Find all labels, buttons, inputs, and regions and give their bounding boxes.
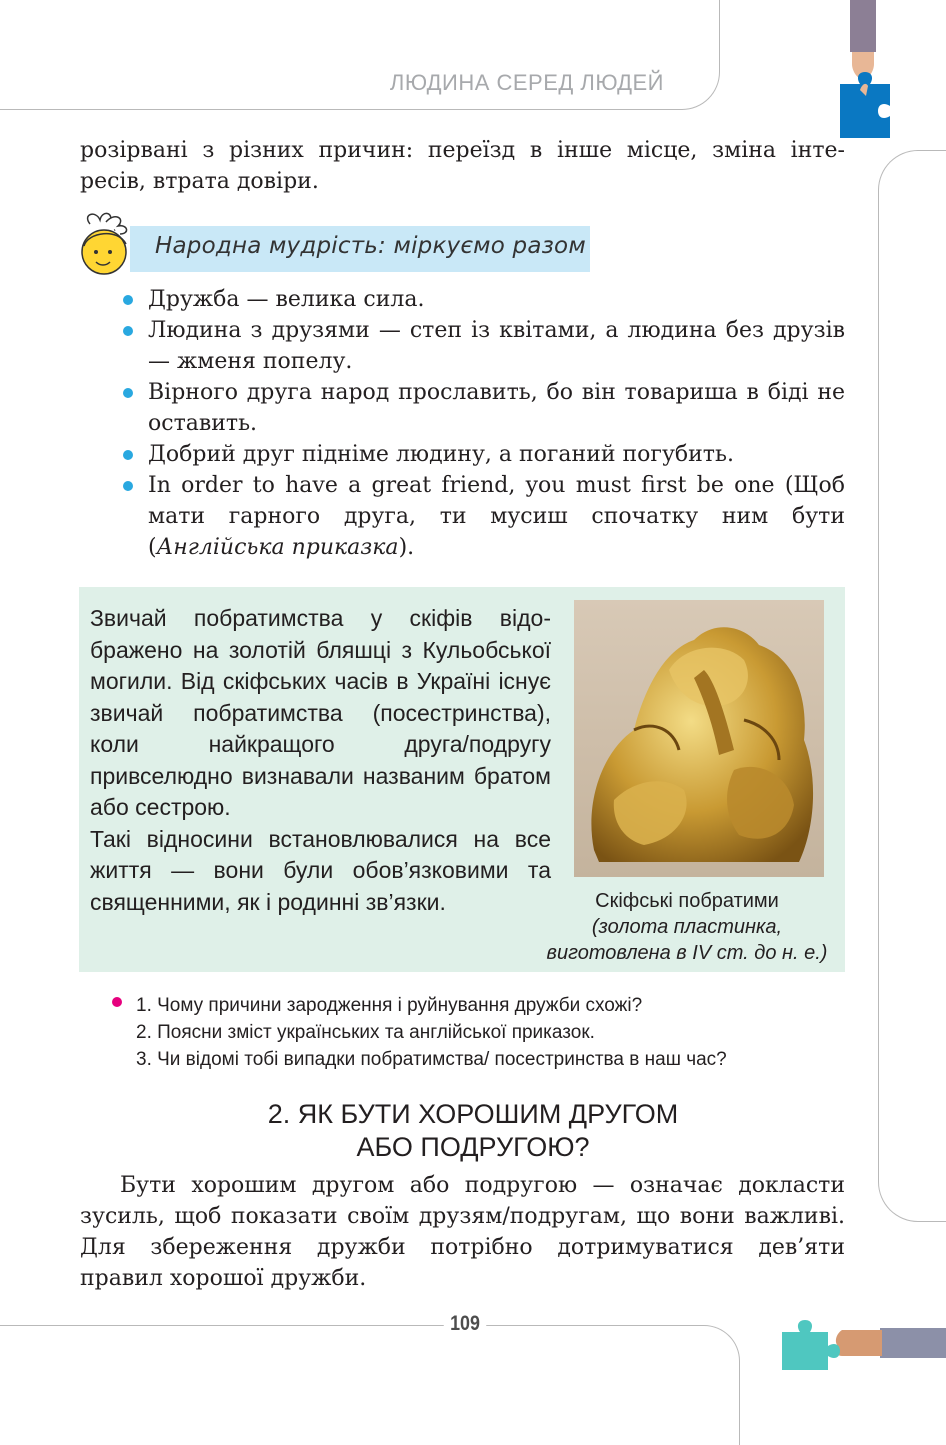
- intro-line-2: ресів, втрата довіри.: [80, 169, 319, 194]
- caption-detail: (золота пластинка, виготовлена в IV ст. до н. е.): [546, 916, 828, 964]
- puzzle-hand-bottom-icon: [780, 1316, 946, 1372]
- questions-list: [136, 992, 856, 1073]
- proverb-item: Людина з друзями — степ із квітами, а людина без друзів — жменя попелу.: [120, 315, 845, 377]
- intro-line-1: розірвані з різних причин: переїзд в інше місце, зміна інте-: [80, 138, 845, 163]
- info-text: [90, 603, 551, 918]
- proverb-item: Вірного друга народ прославить, бо він товариша в біді не оставить.: [120, 377, 845, 439]
- proverb-list: [120, 284, 845, 563]
- info-paragraph-1: Звичай побратимства у скіфів відображено на золотій бляшці з Кульобської могили. Від скіфських часів в Україні існує звичай побратимства (посестринства), коли найкращого друга/подругу привселюдно визнавали названим братом або сестрою.: [90, 605, 551, 820]
- section-title-line-1: 2. ЯК БУТИ ХОРОШИМ ДРУГОМ: [267, 1099, 679, 1129]
- info-paragraph-2: Такі відносини встановлювалися на все життя — вони були обов’язковими та священними, як і родинні зв’язки.: [90, 825, 551, 915]
- page-number: 109: [444, 1312, 487, 1340]
- running-head: ЛЮДИНА СЕРЕД ЛЮДЕЙ: [389, 70, 664, 95]
- proverb-item: Добрий друг підніме людину, а поганий погубить.: [120, 439, 845, 470]
- section-title-line-2: АБО ПОДРУГОЮ?: [356, 1132, 590, 1162]
- question-item: 1. Чому причини зародження і руйнування дружби схожі?: [136, 995, 643, 1016]
- section-title: [150, 1098, 796, 1164]
- scythian-plaque-image: [574, 600, 824, 877]
- english-proverb-close: ).: [398, 535, 415, 560]
- proverb-item: Дружба — велика сила.: [120, 284, 845, 315]
- section-paragraph: Бути хорошим другом або подругою — означає докласти зусиль, щоб показати своїм друзям/подругам, що вони важливі. Для збереження дружби потрібно дотримуватися дев’яти правил хорошої дружби.: [80, 1173, 845, 1291]
- proverb-item-english: [120, 470, 845, 563]
- girl-face-icon: [76, 210, 146, 280]
- caption-title: Скіфські побратими: [595, 890, 779, 912]
- english-proverb-text: In order to have a great friend, you must first be one (Щоб мати гарного друга, ти мусиш спочатку ним бути (: [148, 473, 845, 560]
- right-frame-line: [878, 150, 946, 1222]
- image-caption: [540, 888, 834, 966]
- wisdom-title: Народна мудрість: міркуємо разом: [155, 233, 586, 259]
- question-item: 3. Чи відомі тобі випадки побратимства/ посестринства в наш час?: [136, 1049, 727, 1070]
- english-proverb-source: Англійська приказка: [156, 535, 399, 560]
- bottom-frame-line: [0, 1325, 740, 1445]
- questions-bullet: [112, 997, 122, 1007]
- intro-paragraph: [80, 135, 845, 197]
- question-item: 2. Поясни зміст українських та англійської приказок.: [136, 1022, 595, 1043]
- puzzle-hand-top-icon: [836, 0, 896, 145]
